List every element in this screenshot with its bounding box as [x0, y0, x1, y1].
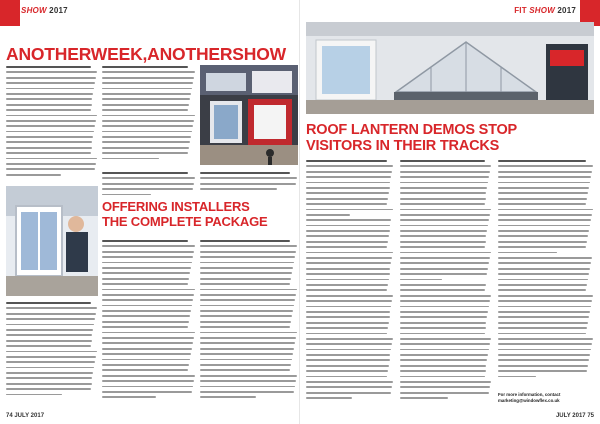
text-line — [306, 182, 390, 184]
text-line — [498, 376, 536, 378]
text-line — [306, 273, 390, 275]
text-line — [498, 225, 590, 227]
text-line — [498, 289, 586, 291]
text-line — [102, 267, 191, 269]
text-line — [6, 168, 95, 170]
text-line — [306, 392, 391, 394]
text-line — [498, 203, 586, 205]
text-line — [498, 333, 586, 335]
text-line — [306, 343, 392, 345]
text-line — [400, 311, 488, 313]
text-line — [306, 381, 393, 383]
text-line — [306, 306, 391, 308]
text-line — [200, 278, 291, 280]
text-line — [498, 268, 590, 270]
right-headline-2: VISITORS IN THEIR TRACKS — [306, 138, 500, 154]
text-line — [306, 225, 390, 227]
text-line — [6, 377, 92, 379]
text-line — [200, 305, 294, 307]
text-line — [306, 219, 391, 221]
text-line — [400, 160, 485, 162]
text-line — [306, 322, 389, 324]
text-line — [102, 364, 189, 366]
text-line — [400, 322, 486, 324]
text-line — [200, 391, 294, 393]
text-line — [102, 278, 189, 280]
text-line — [400, 252, 491, 254]
text-line — [102, 77, 194, 79]
text-line — [400, 214, 490, 216]
text-line — [102, 93, 191, 95]
text-line — [200, 396, 256, 398]
text-line — [6, 356, 96, 358]
text-line — [102, 369, 188, 371]
text-line — [200, 359, 292, 361]
text-line — [200, 386, 295, 388]
text-line — [306, 279, 389, 281]
text-line — [102, 386, 193, 388]
text-line — [306, 365, 389, 367]
text-line — [102, 251, 194, 253]
text-line — [102, 98, 190, 100]
text-line — [6, 307, 97, 309]
left-col3-text — [200, 172, 298, 194]
right-headline-1: ROOF LANTERN DEMOS STOP — [306, 122, 518, 138]
text-line — [306, 300, 392, 302]
text-line — [6, 152, 91, 154]
text-line — [306, 295, 393, 297]
text-line — [6, 131, 94, 133]
text-line — [102, 332, 195, 334]
text-line — [200, 272, 292, 274]
text-line — [200, 326, 290, 328]
text-line — [200, 315, 292, 317]
text-line — [102, 109, 188, 111]
text-line — [6, 340, 92, 342]
text-line — [102, 315, 190, 317]
text-line — [400, 246, 485, 248]
text-line — [306, 214, 350, 216]
text-line — [6, 361, 95, 363]
text-line — [400, 338, 491, 340]
header-show: SHOW — [529, 6, 555, 15]
text-line — [498, 246, 586, 248]
text-line — [306, 333, 387, 335]
text-line — [400, 182, 488, 184]
text-line — [200, 321, 291, 323]
header-show: SHOW — [21, 6, 47, 15]
text-line — [102, 321, 189, 323]
text-line — [6, 98, 92, 100]
right-footer: JULY 2017 75 — [555, 413, 594, 419]
text-line — [102, 177, 195, 179]
text-line — [400, 268, 488, 270]
text-line — [102, 289, 195, 291]
text-line — [6, 329, 93, 331]
header-year: 2017 — [49, 6, 68, 15]
text-line — [102, 380, 194, 382]
text-line — [102, 71, 195, 73]
text-line — [306, 289, 387, 291]
text-line — [200, 283, 290, 285]
text-line — [498, 209, 593, 211]
text-line — [400, 187, 487, 189]
text-line — [200, 172, 290, 174]
text-line — [400, 192, 486, 194]
text-line — [200, 380, 296, 382]
left-footer: 74 JULY 2017 — [6, 413, 45, 419]
text-line — [400, 349, 489, 351]
text-line — [498, 198, 587, 200]
text-line — [200, 262, 294, 264]
text-line — [306, 187, 390, 189]
left-col2-lower-text — [102, 172, 196, 199]
text-line — [102, 131, 192, 133]
text-line — [400, 235, 486, 237]
text-line — [102, 294, 194, 296]
text-line — [306, 252, 393, 254]
text-line — [400, 241, 486, 243]
text-line — [498, 219, 591, 221]
closing-contact-text: For more information, contact marketing@windowflex.co.uk — [498, 392, 561, 403]
text-line — [498, 182, 590, 184]
text-line — [6, 318, 95, 320]
text-line — [102, 172, 188, 174]
text-line — [102, 337, 194, 339]
text-line — [498, 343, 592, 345]
left-headline: ANOTHERWEEK,ANOTHERSHOW — [6, 44, 286, 64]
text-line — [102, 262, 192, 264]
text-line — [200, 240, 290, 242]
text-line — [306, 165, 393, 167]
right-col3-text — [498, 160, 594, 381]
text-line — [200, 177, 297, 179]
text-line — [200, 369, 290, 371]
left-col1-body — [6, 302, 98, 399]
text-line — [498, 300, 592, 302]
text-line — [200, 337, 296, 339]
text-line — [306, 268, 390, 270]
text-line — [6, 158, 97, 160]
left-col2-text — [102, 66, 196, 163]
text-line — [6, 302, 91, 304]
text-line — [498, 327, 587, 329]
text-line — [102, 88, 192, 90]
text-line — [400, 392, 489, 394]
text-line — [6, 88, 94, 90]
text-line — [200, 267, 293, 269]
text-line — [6, 125, 95, 127]
right-col2-text — [400, 160, 492, 403]
text-line — [498, 176, 591, 178]
text-line — [306, 171, 392, 173]
text-line — [400, 295, 491, 297]
text-line — [400, 381, 491, 383]
text-line — [400, 284, 486, 286]
text-line — [498, 257, 592, 259]
text-line — [306, 338, 393, 340]
text-line — [400, 397, 448, 399]
text-line — [498, 359, 589, 361]
right-page — [300, 0, 600, 424]
text-line — [400, 279, 442, 281]
text-line — [400, 365, 486, 367]
text-line — [6, 388, 91, 390]
text-line — [102, 353, 191, 355]
text-line — [102, 183, 194, 185]
text-line — [306, 316, 390, 318]
section-title-2: THE COMPLETE PACKAGE — [102, 214, 268, 229]
text-line — [6, 136, 93, 138]
text-line — [200, 251, 296, 253]
text-line — [6, 120, 96, 122]
text-line — [498, 349, 591, 351]
text-line — [306, 349, 391, 351]
text-line — [498, 160, 586, 162]
text-line — [306, 311, 390, 313]
text-line — [400, 386, 490, 388]
text-line — [306, 160, 387, 162]
text-line — [306, 198, 388, 200]
text-line — [102, 396, 156, 398]
text-line — [400, 176, 489, 178]
text-line — [6, 367, 94, 369]
roof-lantern-photo — [306, 22, 594, 114]
text-line — [306, 397, 352, 399]
text-line — [102, 310, 191, 312]
text-line — [102, 125, 193, 127]
text-line — [200, 245, 297, 247]
text-line — [6, 77, 96, 79]
text-line — [400, 209, 491, 211]
text-line — [498, 171, 592, 173]
text-line — [6, 104, 92, 106]
text-line — [400, 359, 487, 361]
text-line — [200, 353, 293, 355]
text-line — [498, 187, 589, 189]
text-line — [6, 115, 97, 117]
text-line — [306, 354, 390, 356]
text-line — [498, 165, 593, 167]
text-line — [400, 230, 487, 232]
text-line — [6, 324, 94, 326]
text-line — [498, 241, 587, 243]
text-line — [400, 289, 485, 291]
text-line — [102, 136, 191, 138]
text-line — [102, 305, 192, 307]
text-line — [400, 198, 486, 200]
text-line — [200, 294, 296, 296]
text-line — [6, 82, 95, 84]
text-line — [6, 174, 61, 176]
text-line — [400, 165, 491, 167]
text-line — [200, 332, 297, 334]
text-line — [102, 256, 193, 258]
text-line — [400, 225, 488, 227]
text-line — [400, 370, 486, 372]
text-line — [102, 104, 189, 106]
text-line — [6, 163, 96, 165]
text-line — [6, 109, 91, 111]
left-col2-body — [102, 240, 196, 402]
text-line — [102, 326, 188, 328]
text-line — [306, 370, 388, 372]
section-title-1: OFFERING INSTALLERS — [102, 199, 250, 214]
text-line — [306, 359, 390, 361]
installer-photo — [6, 186, 98, 296]
right-page-header — [514, 6, 576, 15]
text-line — [498, 230, 589, 232]
text-line — [102, 240, 188, 242]
text-line — [306, 241, 388, 243]
text-line — [306, 284, 388, 286]
text-line — [102, 359, 190, 361]
text-line — [400, 171, 490, 173]
text-line — [6, 345, 91, 347]
text-line — [102, 272, 190, 274]
text-line — [498, 279, 588, 281]
text-line — [200, 299, 295, 301]
text-line — [306, 235, 389, 237]
text-line — [306, 176, 391, 178]
text-line — [498, 316, 589, 318]
text-line — [200, 188, 277, 190]
text-line — [498, 192, 588, 194]
text-line — [102, 188, 193, 190]
text-line — [102, 82, 193, 84]
exhibition-stand-photo — [200, 65, 298, 165]
left-col1-text — [6, 66, 98, 179]
text-line — [306, 327, 388, 329]
text-line — [498, 252, 557, 254]
text-line — [6, 394, 62, 396]
text-line — [400, 306, 489, 308]
text-line — [498, 235, 588, 237]
text-line — [200, 364, 291, 366]
text-line — [306, 203, 387, 205]
text-line — [400, 333, 485, 335]
text-line — [306, 376, 387, 378]
text-line — [306, 262, 391, 264]
text-line — [6, 147, 92, 149]
left-col3-body — [200, 240, 298, 402]
text-line — [200, 256, 295, 258]
text-line — [200, 348, 294, 350]
text-line — [498, 284, 587, 286]
text-line — [102, 115, 195, 117]
text-line — [200, 310, 293, 312]
text-line — [102, 194, 151, 196]
text-line — [6, 66, 91, 68]
left-color-tab — [0, 0, 20, 26]
text-line — [200, 289, 297, 291]
text-line — [306, 386, 392, 388]
text-line — [498, 273, 589, 275]
text-line — [400, 257, 490, 259]
text-line — [498, 214, 592, 216]
text-line — [6, 71, 97, 73]
text-line — [200, 375, 297, 377]
text-line — [102, 152, 188, 154]
text-line — [200, 342, 295, 344]
text-line — [400, 300, 490, 302]
text-line — [6, 141, 92, 143]
header-year: 2017 — [557, 6, 576, 15]
text-line — [498, 306, 591, 308]
text-line — [102, 391, 192, 393]
text-line — [6, 93, 93, 95]
text-line — [498, 365, 588, 367]
text-line — [400, 327, 486, 329]
text-line — [6, 351, 97, 353]
text-line — [400, 354, 488, 356]
right-col1-text — [306, 160, 394, 403]
text-line — [102, 283, 188, 285]
text-line — [306, 209, 393, 211]
text-line — [102, 375, 195, 377]
text-line — [102, 245, 195, 247]
text-line — [498, 370, 587, 372]
text-line — [102, 348, 192, 350]
text-line — [102, 141, 190, 143]
text-line — [102, 147, 189, 149]
text-line — [306, 257, 392, 259]
text-line — [400, 262, 489, 264]
text-line — [102, 120, 194, 122]
text-line — [6, 313, 96, 315]
text-line — [6, 383, 92, 385]
text-line — [6, 372, 93, 374]
text-line — [400, 343, 490, 345]
text-line — [200, 183, 296, 185]
text-line — [102, 66, 188, 68]
text-line — [400, 203, 485, 205]
text-line — [400, 273, 487, 275]
text-line — [306, 192, 389, 194]
text-line — [498, 295, 593, 297]
text-line — [6, 334, 92, 336]
text-line — [102, 299, 193, 301]
text-line — [498, 322, 588, 324]
text-line — [306, 230, 390, 232]
text-line — [102, 158, 159, 160]
text-line — [498, 354, 590, 356]
text-line — [306, 246, 387, 248]
header-fit: FIT — [514, 6, 527, 15]
text-line — [400, 219, 489, 221]
text-line — [498, 338, 593, 340]
text-line — [102, 342, 193, 344]
text-line — [498, 262, 591, 264]
text-line — [498, 311, 590, 313]
text-line — [400, 376, 485, 378]
text-line — [400, 316, 487, 318]
